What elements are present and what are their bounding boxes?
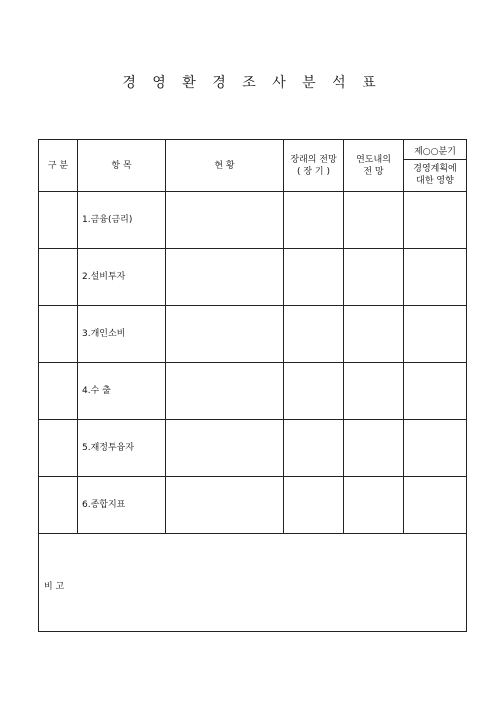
- impact-cell[interactable]: [404, 249, 467, 306]
- table-row: [39, 363, 467, 420]
- item-cell: 6.종합지표: [78, 477, 166, 534]
- remarks-row: [39, 534, 467, 632]
- impact-cell[interactable]: [404, 477, 467, 534]
- item-cell: 2.설비투자: [78, 249, 166, 306]
- header-item: 항 목: [78, 140, 166, 192]
- header-year-line1: 연도내의: [356, 154, 391, 165]
- long-term-cell[interactable]: [284, 249, 344, 306]
- year-outlook-cell[interactable]: [344, 249, 404, 306]
- category-cell[interactable]: [39, 477, 78, 534]
- category-cell[interactable]: [39, 192, 78, 249]
- header-category: 구 분: [39, 140, 78, 192]
- status-cell[interactable]: [166, 477, 284, 534]
- impact-cell[interactable]: [404, 192, 467, 249]
- remarks-label: 비 고: [44, 581, 65, 592]
- header-quarter: 제○○분기: [404, 145, 466, 160]
- long-term-cell[interactable]: [284, 477, 344, 534]
- category-cell[interactable]: [39, 249, 78, 306]
- status-cell[interactable]: [166, 363, 284, 420]
- year-outlook-cell[interactable]: [344, 477, 404, 534]
- item-cell: 4.수 출: [78, 363, 166, 420]
- header-long-term-line2: ( 장 기 ): [297, 166, 330, 177]
- item-cell: 1.금융(금리): [78, 192, 166, 249]
- long-term-cell[interactable]: [284, 192, 344, 249]
- year-outlook-cell[interactable]: [344, 306, 404, 363]
- remarks-cell[interactable]: [39, 534, 467, 632]
- table-row: [39, 420, 467, 477]
- table-row: [39, 306, 467, 363]
- form-title: 경 영 환 경 조 사 분 석 표: [122, 75, 382, 91]
- year-outlook-cell[interactable]: [344, 363, 404, 420]
- year-outlook-cell[interactable]: [344, 420, 404, 477]
- category-cell[interactable]: [39, 306, 78, 363]
- survey-table: [38, 139, 467, 632]
- header-year-line2: 전 망: [363, 166, 384, 177]
- table-row: [39, 192, 467, 249]
- impact-cell[interactable]: [404, 363, 467, 420]
- header-row: [39, 140, 467, 192]
- status-cell[interactable]: [166, 306, 284, 363]
- long-term-cell[interactable]: [284, 363, 344, 420]
- item-cell: 5.재정투융자: [78, 420, 166, 477]
- year-outlook-cell[interactable]: [344, 192, 404, 249]
- status-cell[interactable]: [166, 420, 284, 477]
- header-impact: [404, 140, 467, 192]
- item-cell: 3.개인소비: [78, 306, 166, 363]
- impact-cell[interactable]: [404, 420, 467, 477]
- status-cell[interactable]: [166, 249, 284, 306]
- header-status: 현 황: [166, 140, 284, 192]
- long-term-cell[interactable]: [284, 306, 344, 363]
- category-cell[interactable]: [39, 363, 78, 420]
- status-cell[interactable]: [166, 192, 284, 249]
- header-year-outlook: [344, 140, 404, 192]
- table-row: [39, 477, 467, 534]
- long-term-cell[interactable]: [284, 420, 344, 477]
- table-row: [39, 249, 467, 306]
- header-long-term-line1: 장래의 전망: [290, 154, 337, 165]
- header-long-term: [284, 140, 344, 192]
- category-cell[interactable]: [39, 420, 78, 477]
- impact-cell[interactable]: [404, 306, 467, 363]
- header-impact-line1: 경영계획에: [413, 163, 457, 174]
- header-impact-line2: 대한 영향: [416, 175, 454, 186]
